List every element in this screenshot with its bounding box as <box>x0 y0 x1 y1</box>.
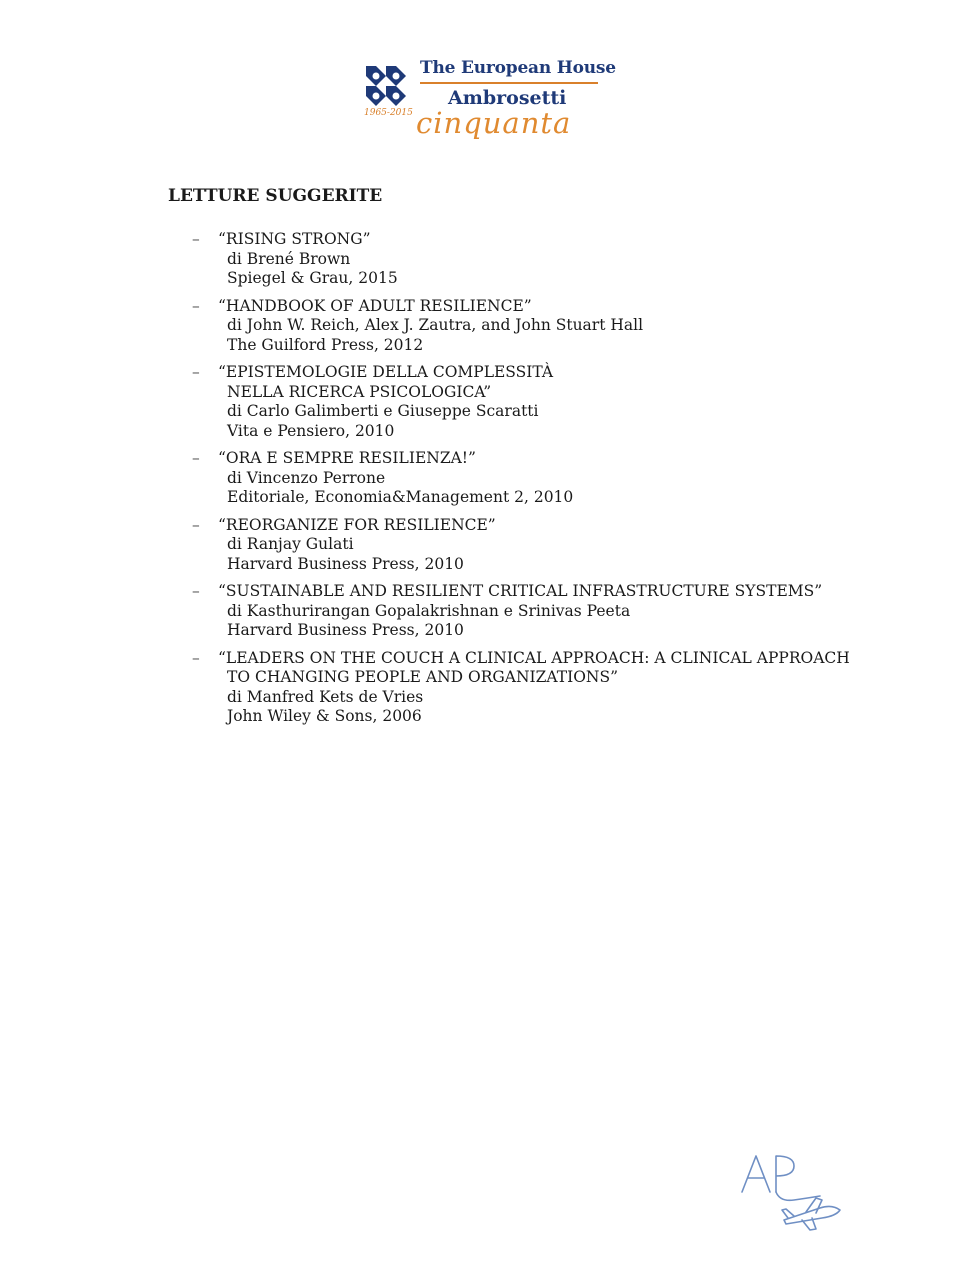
book-title: “HANDBOOK OF ADULT RESILIENCE” <box>218 296 532 315</box>
book-publisher: Spiegel & Grau, 2015 <box>227 269 398 287</box>
book-author: di Ranjay Gulati <box>227 535 354 553</box>
logo-org-line1: The European House <box>420 58 616 78</box>
list-item <box>190 516 850 575</box>
logo-years: 1965-2015 <box>364 108 413 118</box>
book-author: di Manfred Kets de Vries <box>227 687 424 706</box>
book-title-continued: NELLA RICERCA PSICOLOGICA” <box>227 382 492 401</box>
book-publisher: Harvard Business Press, 2010 <box>227 621 464 639</box>
ambrosetti-logo <box>360 56 616 156</box>
logo-org-line2: Ambrosetti <box>448 87 567 109</box>
list-item <box>190 649 850 727</box>
book-publisher: Vita e Pensiero, 2010 <box>227 421 395 440</box>
list-item <box>190 449 850 508</box>
book-author: di Vincenzo Perrone <box>227 468 386 487</box>
book-title: “LEADERS ON THE COUCH A CLINICAL APPROACH: A CLINICAL APPROACH <box>218 648 850 667</box>
book-author: di Kasthurirangan Gopalakrishnan e Srinivas Peeta <box>227 601 631 620</box>
bullet-dash: – <box>192 363 200 381</box>
list-item <box>190 582 850 641</box>
bullet-dash: – <box>192 648 200 667</box>
book-title: “REORGANIZE FOR RESILIENCE” <box>218 515 496 534</box>
book-title: “EPISTEMOLOGIE DELLA COMPLESSITÀ <box>218 363 554 381</box>
bullet-dash: – <box>192 515 200 534</box>
list-item <box>190 363 850 441</box>
book-publisher: The Guilford Press, 2012 <box>227 335 424 354</box>
book-publisher: Editoriale, Economia&Management 2, 2010 <box>227 488 574 506</box>
ap-airplane-logo-icon <box>736 1150 856 1234</box>
book-author: di Carlo Galimberti e Giuseppe Scaratti <box>227 402 539 420</box>
book-title: “SUSTAINABLE AND RESILIENT CRITICAL INFRASTRUCTURE SYSTEMS” <box>218 582 823 600</box>
book-publisher: Harvard Business Press, 2010 <box>227 554 464 573</box>
bullet-dash: – <box>192 230 200 248</box>
section-title: LETTURE SUGGERITE <box>168 186 383 206</box>
bullet-dash: – <box>192 582 200 600</box>
logo-rule <box>420 82 598 84</box>
list-item <box>190 230 850 289</box>
bullet-dash: – <box>192 296 200 315</box>
bullet-dash: – <box>192 449 200 467</box>
logo-anniversary: cinquanta <box>416 106 572 140</box>
book-author: di Brené Brown <box>227 249 351 268</box>
book-title-continued: TO CHANGING PEOPLE AND ORGANIZATIONS” <box>227 668 619 686</box>
book-title: “RISING STRONG” <box>218 230 371 248</box>
book-publisher: John Wiley & Sons, 2006 <box>227 707 422 725</box>
ambrosetti-emblem-icon <box>362 62 414 110</box>
book-author: di John W. Reich, Alex J. Zautra, and John Stuart Hall <box>227 316 644 334</box>
list-item <box>190 297 850 356</box>
book-title: “ORA E SEMPRE RESILIENZA!” <box>218 449 476 467</box>
reading-list <box>190 230 850 735</box>
